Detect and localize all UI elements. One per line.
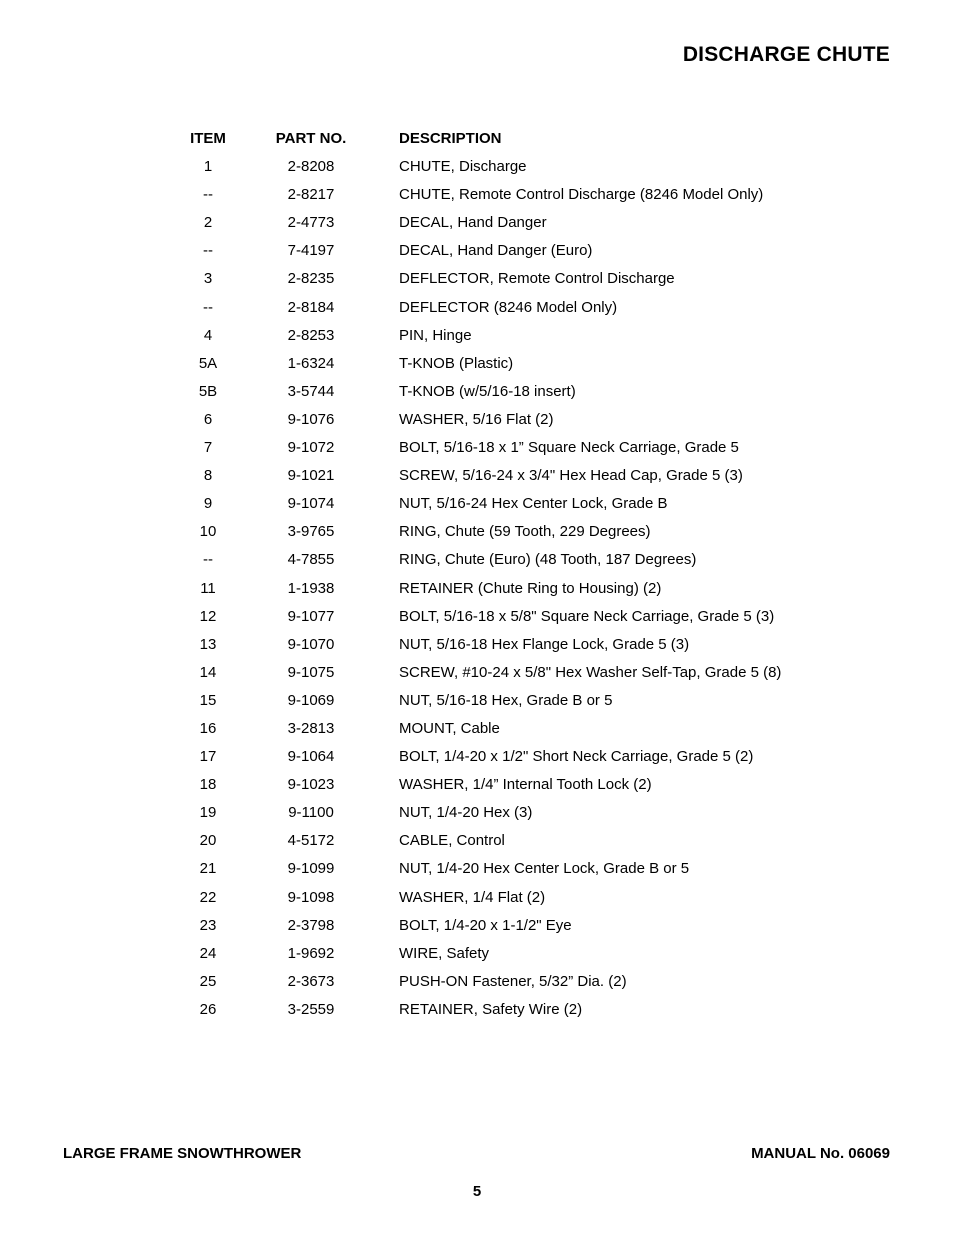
cell-item: -- xyxy=(203,242,213,260)
cell-item: 9 xyxy=(203,495,213,513)
table-row xyxy=(0,631,954,659)
cell-part-no: 4-7855 xyxy=(287,551,335,569)
table-row xyxy=(0,546,954,574)
table-row xyxy=(0,575,954,603)
cell-item: 16 xyxy=(199,719,217,737)
table-row xyxy=(0,659,954,687)
cell-part-no: 1-1938 xyxy=(287,579,335,597)
table-row xyxy=(0,153,954,181)
cell-description: SCREW, #10-24 x 5/8" Hex Washer Self-Tap, Grade 5 (8) xyxy=(399,663,782,681)
page-title: DISCHARGE CHUTE xyxy=(682,43,890,66)
table-row xyxy=(0,434,954,462)
cell-part-no: 2-8208 xyxy=(287,158,335,176)
cell-item: 23 xyxy=(199,916,217,934)
cell-item: 2 xyxy=(203,214,213,232)
table-body xyxy=(0,153,954,1024)
cell-part-no: 3-2559 xyxy=(287,1000,335,1018)
cell-part-no: 9-1099 xyxy=(287,860,335,878)
table-row xyxy=(0,490,954,518)
table-row xyxy=(0,294,954,322)
cell-item: 21 xyxy=(199,860,217,878)
table-row xyxy=(0,209,954,237)
cell-item: 6 xyxy=(203,410,213,428)
cell-item: 19 xyxy=(199,804,217,822)
cell-description: WASHER, 1/4” Internal Tooth Lock (2) xyxy=(399,776,652,794)
footer-product-name: LARGE FRAME SNOWTHROWER xyxy=(63,1145,302,1162)
cell-part-no: 9-1075 xyxy=(287,663,335,681)
cell-part-no: 3-9765 xyxy=(287,523,335,541)
cell-part-no: 9-1077 xyxy=(287,607,335,625)
table-row xyxy=(0,884,954,912)
table-row xyxy=(0,940,954,968)
cell-description: DEFLECTOR, Remote Control Discharge xyxy=(399,270,675,288)
cell-part-no: 1-9692 xyxy=(287,944,335,962)
cell-part-no: 9-1098 xyxy=(287,888,335,906)
cell-description: WASHER, 1/4 Flat (2) xyxy=(399,888,546,906)
cell-description: DECAL, Hand Danger xyxy=(399,214,547,232)
column-header-part-no: PART NO. xyxy=(275,130,347,147)
table-row xyxy=(0,603,954,631)
table-row xyxy=(0,855,954,883)
cell-description: T-KNOB (w/5/16-18 insert) xyxy=(399,382,576,400)
cell-item: 18 xyxy=(199,776,217,794)
cell-item: 13 xyxy=(199,635,217,653)
cell-part-no: 9-1100 xyxy=(288,804,334,822)
cell-item: 22 xyxy=(199,888,217,906)
table-header-row xyxy=(0,125,954,153)
cell-item: 24 xyxy=(199,944,217,962)
cell-item: 5B xyxy=(198,382,218,400)
cell-part-no: 2-3673 xyxy=(287,972,335,990)
table-row xyxy=(0,181,954,209)
cell-description: BOLT, 1/4-20 x 1/2" Short Neck Carriage, Grade 5 (2) xyxy=(399,748,754,766)
table-row xyxy=(0,968,954,996)
cell-part-no: 2-8253 xyxy=(287,326,335,344)
table-row xyxy=(0,687,954,715)
cell-item: 5A xyxy=(198,354,218,372)
table-row xyxy=(0,799,954,827)
table-row xyxy=(0,406,954,434)
cell-item: 25 xyxy=(199,972,217,990)
cell-item: 7 xyxy=(203,439,213,457)
cell-part-no: 3-5744 xyxy=(287,382,335,400)
cell-item: -- xyxy=(203,186,213,204)
cell-item: 14 xyxy=(199,663,217,681)
cell-part-no: 3-2813 xyxy=(287,719,335,737)
cell-item: 17 xyxy=(199,748,217,766)
table-row xyxy=(0,743,954,771)
table-row xyxy=(0,322,954,350)
table-row xyxy=(0,715,954,743)
cell-description: CHUTE, Remote Control Discharge (8246 Model Only) xyxy=(399,186,764,204)
cell-description: CABLE, Control xyxy=(399,832,505,850)
cell-part-no: 2-4773 xyxy=(287,214,335,232)
cell-description: DECAL, Hand Danger (Euro) xyxy=(399,242,593,260)
cell-item: 11 xyxy=(200,579,216,597)
cell-part-no: 9-1021 xyxy=(287,467,335,485)
table-row xyxy=(0,996,954,1024)
cell-part-no: 9-1074 xyxy=(287,495,335,513)
cell-description: DEFLECTOR (8246 Model Only) xyxy=(399,298,618,316)
cell-item: 15 xyxy=(199,691,217,709)
cell-description: NUT, 1/4-20 Hex Center Lock, Grade B or 5 xyxy=(399,860,690,878)
cell-part-no: 9-1072 xyxy=(287,439,335,457)
cell-description: BOLT, 5/16-18 x 5/8" Square Neck Carriage, Grade 5 (3) xyxy=(399,607,775,625)
cell-item: 1 xyxy=(203,158,213,176)
column-header-description: DESCRIPTION xyxy=(399,130,502,147)
cell-item: 4 xyxy=(203,326,213,344)
table-row xyxy=(0,912,954,940)
cell-description: PIN, Hinge xyxy=(399,326,472,344)
cell-part-no: 9-1069 xyxy=(287,691,335,709)
cell-part-no: 9-1070 xyxy=(287,635,335,653)
cell-description: RING, Chute (Euro) (48 Tooth, 187 Degrees) xyxy=(399,551,697,569)
cell-item: 3 xyxy=(203,270,213,288)
cell-description: PUSH-ON Fastener, 5/32” Dia. (2) xyxy=(399,972,627,990)
page-number: 5 xyxy=(472,1183,482,1200)
cell-description: RETAINER, Safety Wire (2) xyxy=(399,1000,583,1018)
cell-description: RETAINER (Chute Ring to Housing) (2) xyxy=(399,579,662,597)
cell-item: -- xyxy=(203,298,213,316)
table-row xyxy=(0,827,954,855)
cell-part-no: 7-4197 xyxy=(287,242,335,260)
cell-description: WIRE, Safety xyxy=(399,944,490,962)
cell-part-no: 1-6324 xyxy=(287,354,335,372)
cell-item: 8 xyxy=(203,467,213,485)
cell-description: NUT, 5/16-24 Hex Center Lock, Grade B xyxy=(399,495,668,513)
cell-item: 12 xyxy=(199,607,217,625)
table-row xyxy=(0,265,954,293)
cell-description: MOUNT, Cable xyxy=(399,719,500,737)
cell-part-no: 4-5172 xyxy=(287,832,335,850)
cell-description: CHUTE, Discharge xyxy=(399,158,527,176)
cell-part-no: 2-8184 xyxy=(287,298,335,316)
cell-item: 20 xyxy=(199,832,217,850)
cell-description: BOLT, 1/4-20 x 1-1/2" Eye xyxy=(399,916,572,934)
cell-description: NUT, 5/16-18 Hex Flange Lock, Grade 5 (3) xyxy=(399,635,690,653)
table-row xyxy=(0,771,954,799)
cell-description: SCREW, 5/16-24 x 3/4" Hex Head Cap, Grade 5 (3) xyxy=(399,467,743,485)
parts-table xyxy=(0,125,954,1024)
cell-part-no: 2-8235 xyxy=(287,270,335,288)
cell-part-no: 9-1023 xyxy=(287,776,335,794)
cell-part-no: 2-3798 xyxy=(287,916,335,934)
table-row xyxy=(0,518,954,546)
cell-part-no: 9-1076 xyxy=(287,410,335,428)
cell-item: 10 xyxy=(199,523,217,541)
cell-item: 26 xyxy=(199,1000,217,1018)
cell-part-no: 9-1064 xyxy=(287,748,335,766)
cell-item: -- xyxy=(203,551,213,569)
table-row xyxy=(0,350,954,378)
cell-description: T-KNOB (Plastic) xyxy=(399,354,514,372)
cell-description: NUT, 5/16-18 Hex, Grade B or 5 xyxy=(399,691,613,709)
table-row xyxy=(0,237,954,265)
table-row xyxy=(0,378,954,406)
cell-description: WASHER, 5/16 Flat (2) xyxy=(399,410,554,428)
cell-part-no: 2-8217 xyxy=(287,186,335,204)
cell-description: RING, Chute (59 Tooth, 229 Degrees) xyxy=(399,523,651,541)
column-header-item: ITEM xyxy=(190,130,226,147)
cell-description: NUT, 1/4-20 Hex (3) xyxy=(399,804,533,822)
table-row xyxy=(0,462,954,490)
cell-description: BOLT, 5/16-18 x 1” Square Neck Carriage, Grade 5 xyxy=(399,439,739,457)
footer-manual-number: MANUAL No. 06069 xyxy=(751,1145,890,1162)
